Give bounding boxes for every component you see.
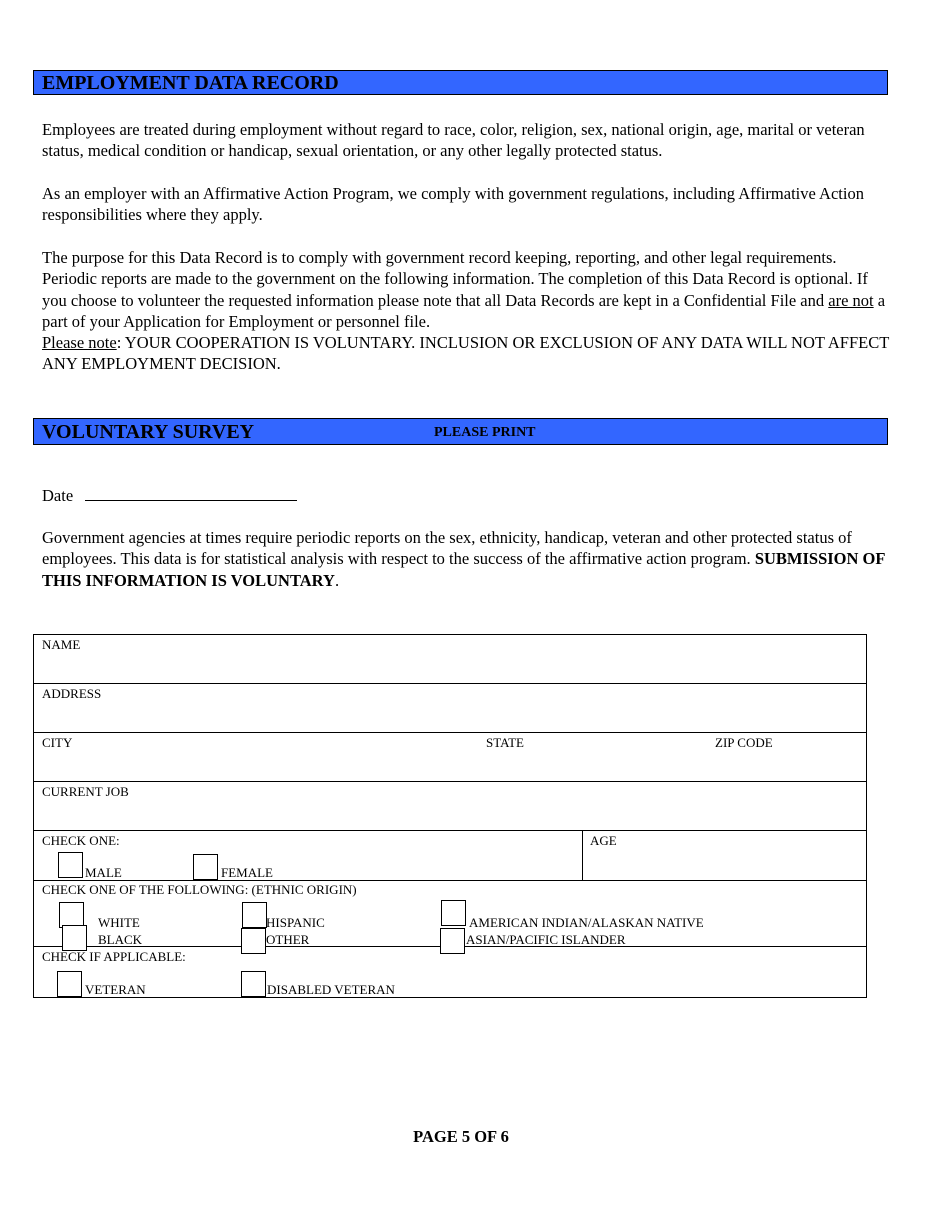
purpose-text-a: The purpose for this Data Record is to comply with government record keeping, reporting, and other legal requirements. Periodic reports are made to the government on the following information. The completion of this Data Record is optional. If you choose to volunteer the requested information please note that all Data Records are kept in a Confidential File and bbox=[42, 248, 868, 310]
purpose-underline: are not bbox=[828, 290, 874, 310]
city-label: CITY bbox=[42, 735, 73, 750]
purpose-text-b: a part of your Application for Employment or personnel file. bbox=[42, 290, 886, 331]
divider bbox=[34, 732, 866, 733]
age-field[interactable] bbox=[586, 849, 864, 878]
address-field[interactable] bbox=[35, 702, 865, 730]
check-one-label: CHECK ONE: bbox=[42, 833, 120, 848]
veteran-label: VETERAN bbox=[85, 982, 146, 997]
address-label: ADDRESS bbox=[42, 686, 102, 701]
please-note-text: : YOUR COOPERATION IS VOLUNTARY. INCLUSION OR EXCLUSION OF ANY DATA WILL NOT AFFECT ANY EMPLOYMENT DECISION. bbox=[42, 333, 889, 374]
american-indian-checkbox[interactable] bbox=[441, 900, 466, 926]
male-label: MALE bbox=[85, 865, 122, 880]
hispanic-label: HISPANIC bbox=[266, 915, 325, 930]
female-label: FEMALE bbox=[221, 865, 273, 880]
male-checkbox[interactable] bbox=[58, 852, 83, 878]
please-print-label: PLEASE PRINT bbox=[434, 425, 536, 440]
divider bbox=[34, 683, 866, 684]
white-label: WHITE bbox=[98, 915, 140, 930]
disabled-veteran-checkbox[interactable] bbox=[241, 971, 266, 997]
date-row bbox=[42, 484, 297, 506]
survey-text bbox=[42, 527, 894, 591]
survey-form-table bbox=[33, 634, 867, 998]
black-label: BLACK bbox=[98, 932, 143, 947]
divider bbox=[34, 880, 866, 881]
zip-code-label: ZIP CODE bbox=[715, 735, 773, 750]
divider bbox=[34, 830, 866, 831]
age-label: AGE bbox=[590, 833, 617, 848]
veteran-checkbox[interactable] bbox=[57, 971, 82, 997]
date-input-line[interactable] bbox=[85, 484, 297, 501]
affirmative-action-text: As an employer with an Affirmative Action Program, we comply with government regulations, including Affirmative Action responsibilities where they apply. bbox=[42, 184, 864, 225]
ethnic-origin-label: CHECK ONE OF THE FOLLOWING: (ETHNIC ORIGIN) bbox=[42, 882, 357, 897]
survey-text-a: Government agencies at times require periodic reports on the sex, ethnicity, handicap, veteran and other protected status of employees. This data is for statistical analysis with respect to the success of the affirmative action program. bbox=[42, 528, 852, 569]
survey-paragraph bbox=[42, 527, 894, 591]
black-checkbox[interactable] bbox=[62, 925, 87, 951]
divider bbox=[582, 830, 583, 880]
hispanic-checkbox[interactable] bbox=[242, 902, 267, 928]
employment-data-record-banner bbox=[33, 70, 888, 95]
other-checkbox[interactable] bbox=[241, 928, 266, 954]
affirmative-action-paragraph bbox=[42, 183, 894, 226]
name-field[interactable] bbox=[35, 653, 865, 681]
american-indian-label: AMERICAN INDIAN/ALASKAN NATIVE bbox=[469, 915, 704, 930]
name-label: NAME bbox=[42, 637, 81, 652]
date-label: Date bbox=[42, 486, 74, 505]
disabled-veteran-label: DISABLED VETERAN bbox=[267, 982, 395, 997]
female-checkbox[interactable] bbox=[193, 854, 218, 880]
survey-text-end: . bbox=[334, 570, 340, 590]
please-note-label: Please note bbox=[42, 333, 117, 353]
non-discrimination-text: Employees are treated during employment without regard to race, color, religion, sex, national origin, age, marital or veteran status, medical condition or handicap, sexual orientation, or any other legally protected status. bbox=[42, 120, 865, 161]
asian-pacific-checkbox[interactable] bbox=[440, 928, 465, 954]
voluntary-survey-title: VOLUNTARY SURVEY bbox=[42, 421, 255, 443]
voluntary-survey-banner bbox=[33, 418, 888, 445]
current-job-field[interactable] bbox=[35, 800, 865, 828]
current-job-label: CURRENT JOB bbox=[42, 784, 129, 799]
other-label: OTHER bbox=[266, 932, 310, 947]
divider bbox=[34, 781, 866, 782]
purpose-text bbox=[42, 247, 894, 375]
employment-data-record-title: EMPLOYMENT DATA RECORD bbox=[42, 72, 339, 94]
purpose-paragraph bbox=[42, 247, 894, 375]
city-state-zip-field[interactable] bbox=[35, 751, 865, 779]
page-number: PAGE 5 OF 6 bbox=[413, 1127, 509, 1146]
non-discrimination-paragraph bbox=[42, 119, 894, 162]
check-if-applicable-label: CHECK IF APPLICABLE: bbox=[42, 949, 186, 964]
survey-text-bold: SUBMISSION OF THIS INFORMATION IS VOLUNTARY bbox=[42, 549, 885, 590]
state-label: STATE bbox=[486, 735, 524, 750]
asian-pacific-label: ASIAN/PACIFIC ISLANDER bbox=[466, 932, 626, 947]
